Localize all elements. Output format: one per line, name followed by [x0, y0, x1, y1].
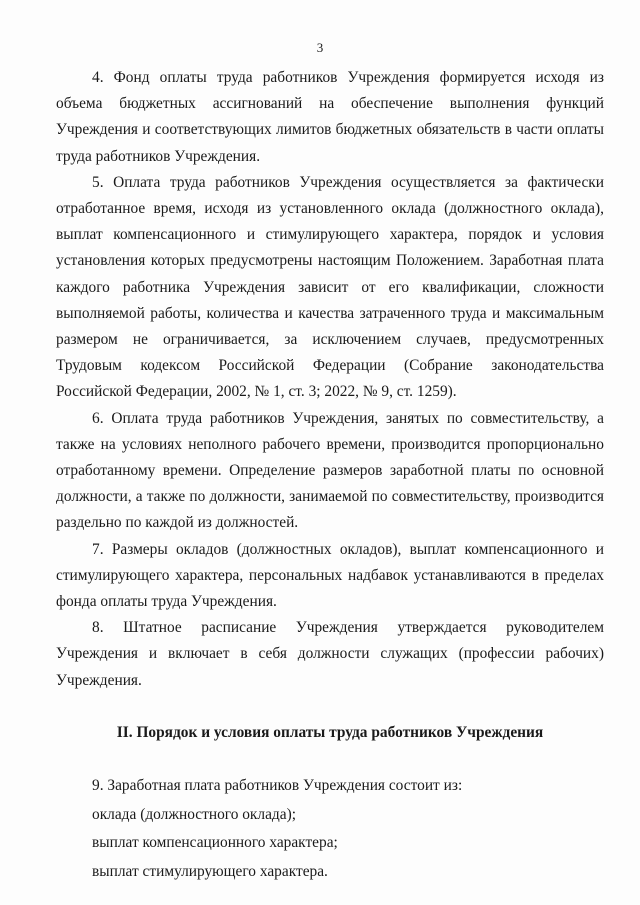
list-item: 9. Заработная плата работников Учреждения состоит из: — [92, 777, 463, 795]
paragraph-5: 5. Оплата труда работников Учреждения осуществляется за фактически отработанное время, исходя из установленного оклада (должностного оклада), выплат компенсационного и стимулирующего характера, порядок и условия установления которых предусмотрены настоящим Положением. Заработная плата каждого работника Учреждения зависит от его квалификации, сложности выполняемой работы, количества и качества затраченного труда и максимальным размером не ограничивается, за исключением случаев, предусмотренных Трудовым кодексом Российской Федерации (Собрание законодательства Российской Федерации, 2002, № 1, ст. 3; 2022, № 9, ст. 1259). — [56, 173, 604, 401]
section-title: II. Порядок и условия оплаты труда работников Учреждения — [116, 723, 544, 741]
document-body — [56, 65, 604, 886]
list-item: выплат компенсационного характера; — [92, 834, 338, 852]
list-item: оклада (должностного оклада); — [92, 805, 296, 823]
list-item: выплат стимулирующего характера. — [92, 862, 328, 880]
page-number: 3 — [316, 40, 324, 55]
paragraph-6: 6. Оплата труда работников Учреждения, занятых по совместительству, а также на условиях неполного рабочего времени, производится пропорционально отработанному времени. Определение размеров заработной платы по основной должности, а также по должности, занимаемой по совместительству, производится раздельно по каждой из должностей. — [56, 409, 604, 532]
salary-components-list — [56, 772, 604, 886]
paragraph-4: 4. Фонд оплаты труда работников Учреждения формируется исходя из объема бюджетных ассигнований на обеспечение выполнения функций Учреждения и соответствующих лимитов бюджетных обязательств в части оплаты труда работников Учреждения. — [56, 69, 604, 165]
paragraph-7: 7. Размеры окладов (должностных окладов), выплат компенсационного и стимулирующего характера, персональных надбавок устанавливаются в пределах фонда оплаты труда Учреждения. — [56, 540, 604, 611]
paragraph-8: 8. Штатное расписание Учреждения утверждается руководителем Учреждения и включает в себя должности служащих (профессии рабочих) Учреждения. — [56, 619, 604, 689]
